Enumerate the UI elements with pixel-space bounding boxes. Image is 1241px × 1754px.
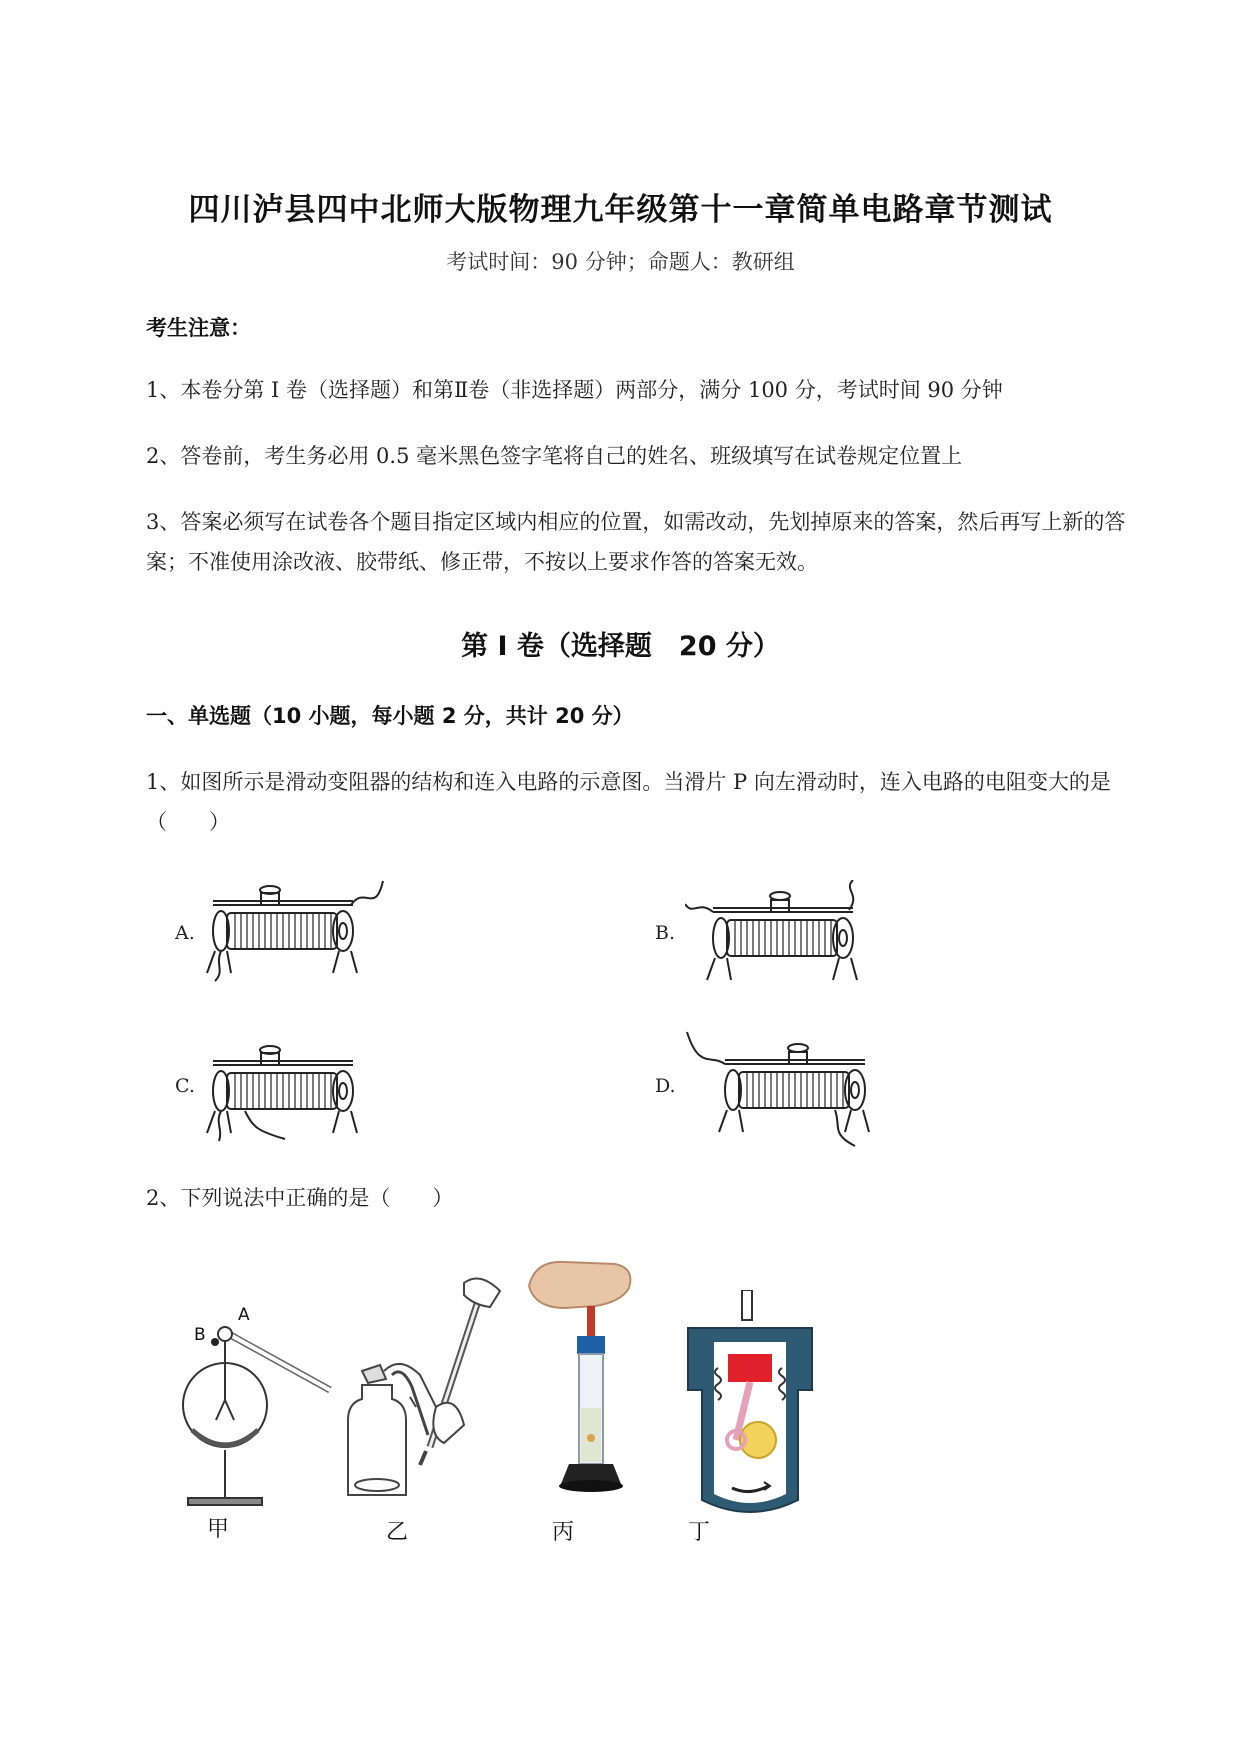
question-2-text: 2、下列说法中正确的是（ ） <box>146 1186 454 1210</box>
figure-point-a-label: A <box>238 1305 250 1325</box>
rheostat-figure-b <box>685 880 885 990</box>
figure-point-b-label: B <box>194 1325 206 1345</box>
electroscope-figure-jia <box>180 1300 340 1510</box>
figure-label-jia: 甲 <box>207 1517 230 1542</box>
figure-label-ding: 丁 <box>688 1520 711 1545</box>
question-1-text: 1、如图所示是滑动变阻器的结构和连入电路的示意图。当滑片 P 向左滑动时，连入电路的电阻变大的是（ ） <box>146 770 1111 834</box>
figure-label-bing: 丙 <box>552 1520 575 1545</box>
option-a-label: A. <box>175 922 195 944</box>
option-d-label: D. <box>655 1075 676 1097</box>
rheostat-figure-a <box>205 875 395 985</box>
option-b-label: B. <box>655 922 676 944</box>
notice-heading: 考生注意： <box>146 316 251 340</box>
exam-info: 考试时间：90 分钟；命题人：教研组 <box>446 250 795 274</box>
engine-cylinder-figure-ding <box>680 1290 820 1515</box>
bottle-pump-figure-yi <box>340 1275 520 1510</box>
rheostat-figure-c <box>205 1035 395 1145</box>
part-heading: 一、单选题（10 小题，每小题 2 分，共计 20 分） <box>146 704 634 728</box>
notice-item-2: 2、答卷前，考生务必用 0.5 毫米黑色签字笔将自己的姓名、班级填写在试卷规定位置上 <box>146 444 963 468</box>
section-title: 第 I 卷（选择题 20 分） <box>461 631 780 662</box>
page-title: 四川泸县四中北师大版物理九年级第十一章简单电路章节测试 <box>188 192 1053 228</box>
notice-item-1: 1、本卷分第 I 卷（选择题）和第Ⅱ卷（非选择题）两部分，满分 100 分，考试时间 90 分钟 <box>146 378 1003 402</box>
notice-item-3: 3、答案必须写在试卷各个题目指定区域内相应的位置，如需改动，先划掉原来的答案，然后再写上新的答案；不准使用涂改液、胶带纸、修正带，不按以上要求作答的答案无效。 <box>146 510 1126 574</box>
fire-syringe-figure-bing <box>525 1258 655 1508</box>
rheostat-figure-d <box>685 1030 885 1150</box>
option-c-label: C. <box>175 1075 195 1097</box>
figure-label-yi: 乙 <box>386 1520 409 1545</box>
